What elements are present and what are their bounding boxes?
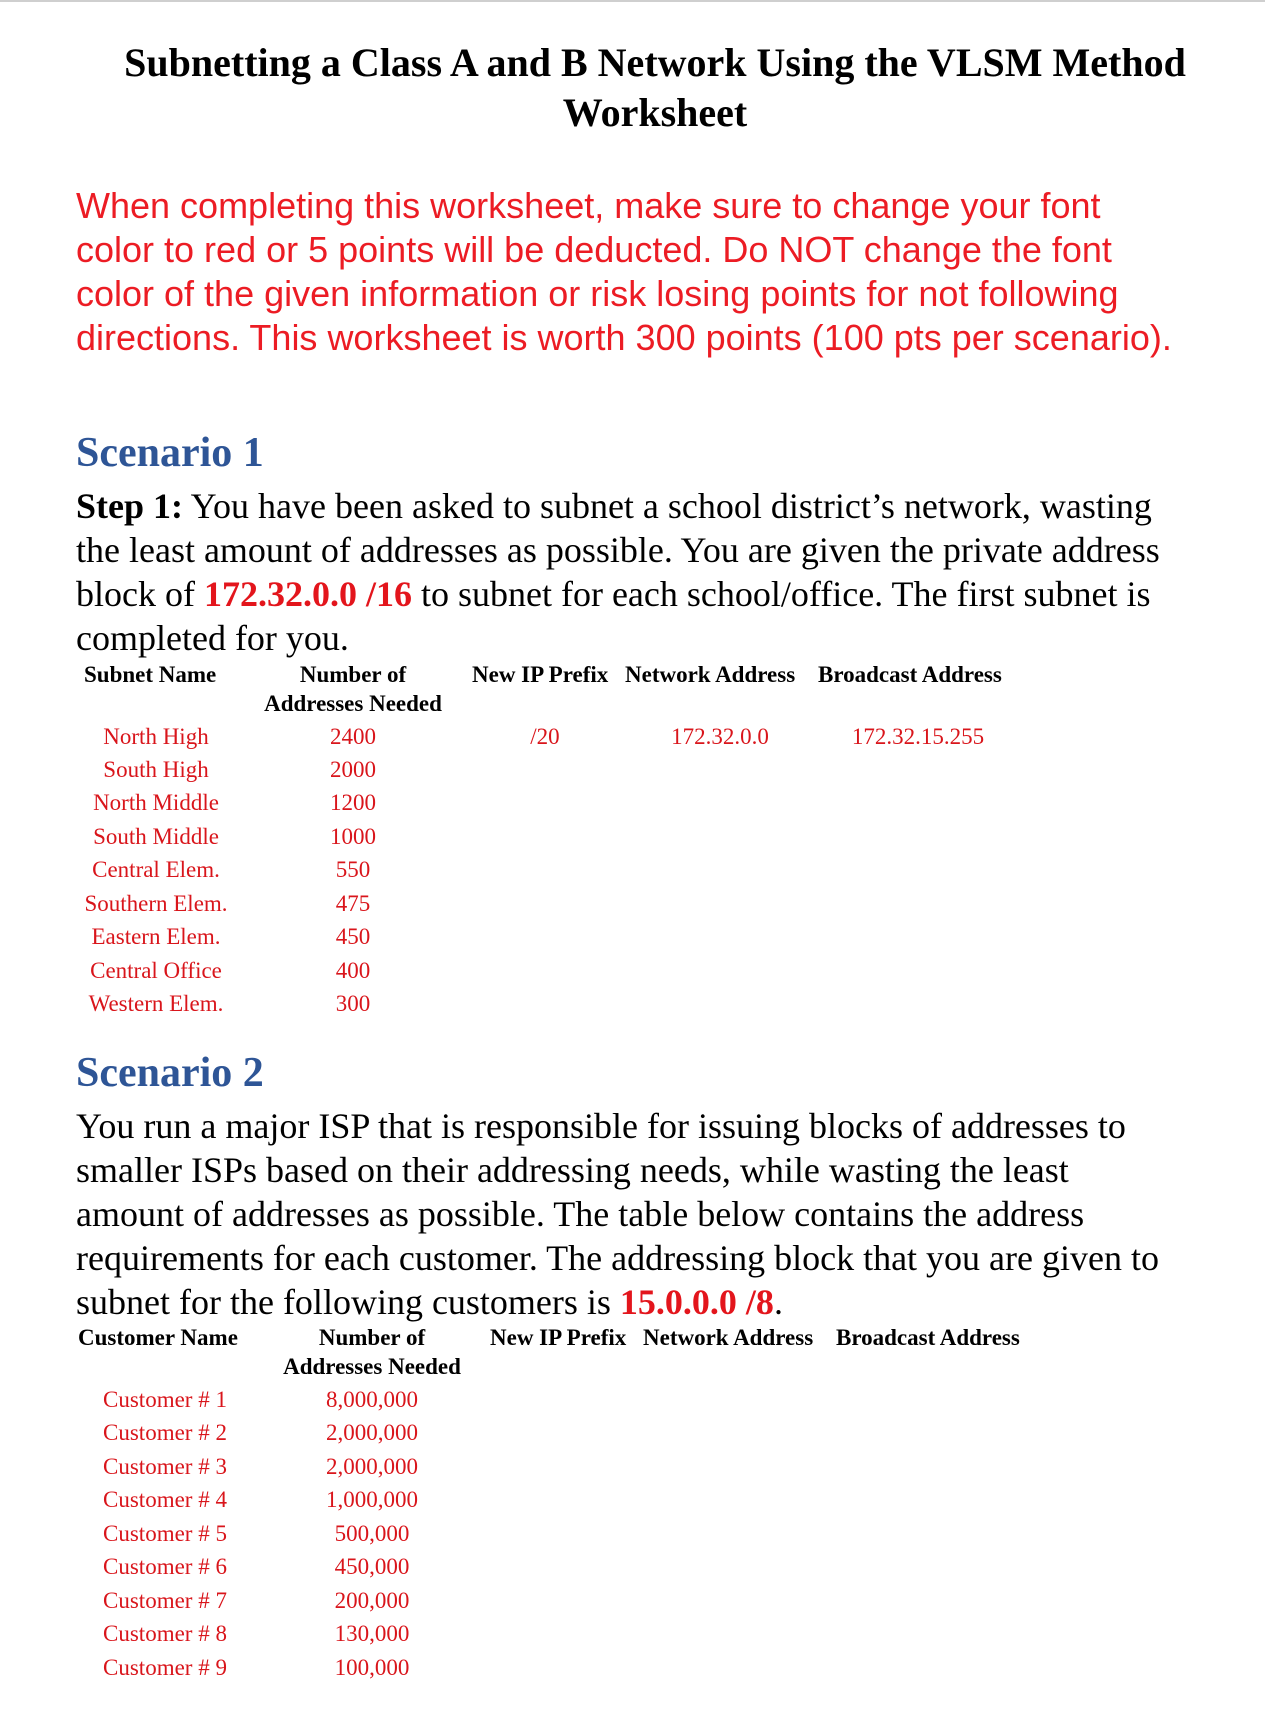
addresses-needed-cell: 200,000 bbox=[334, 1588, 410, 1613]
header-addresses-needed: Addresses Needed bbox=[283, 1354, 461, 1379]
subnet-name-cell: North High bbox=[103, 724, 209, 749]
header-network-address: Network Address bbox=[625, 662, 796, 687]
addresses-needed-cell: 2000 bbox=[330, 757, 376, 782]
customer-name-cell: Customer # 1 bbox=[103, 1387, 227, 1412]
subnet-name-cell: Eastern Elem. bbox=[91, 924, 221, 949]
broadcast-address-cell: 172.32.15.255 bbox=[851, 724, 985, 749]
customer-name-cell: Customer # 5 bbox=[103, 1521, 227, 1546]
subnet-name-cell: Central Elem. bbox=[92, 857, 220, 882]
instructions-paragraph bbox=[76, 184, 1265, 360]
subnet-name-cell: Southern Elem. bbox=[84, 891, 228, 916]
subnet-name-cell: North Middle bbox=[93, 790, 219, 815]
addresses-needed-cell: 1200 bbox=[330, 790, 376, 815]
addresses-needed-cell: 550 bbox=[335, 857, 371, 882]
instructions-line: directions. This worksheet is worth 300 points (100 pts per scenario). bbox=[76, 317, 1172, 358]
worksheet-title-line1: Subnetting a Class A and B Network Using the VLSM Method bbox=[124, 40, 1186, 85]
header-customer-name: Customer Name bbox=[78, 1325, 238, 1350]
scenario-1-description: Step 1: You have been asked to subnet a school district’s network, wasting the least amount of addresses as possible. You are given the private address block of 172.32.0.0 /16 to subnet for each school/office. The first subnet is completed for you. bbox=[76, 486, 1160, 658]
scenario-2-heading: Scenario 2 bbox=[76, 1050, 264, 1096]
subnet-name-cell: Western Elem. bbox=[88, 991, 224, 1016]
addresses-needed-cell: 2,000,000 bbox=[326, 1420, 418, 1445]
addresses-needed-cell: 475 bbox=[335, 891, 371, 916]
header-subnet-name: Subnet Name bbox=[84, 662, 217, 687]
prefix-cell: /20 bbox=[530, 724, 560, 749]
scenario-2-address-block: 15.0.0.0 /8 bbox=[619, 1282, 774, 1322]
instructions-line: color of the given information or risk losing points for not following bbox=[76, 273, 1119, 314]
scenario-2-description: You run a major ISP that is responsible for issuing blocks of addresses to smaller ISPs based on their addressing needs, while wasting the least amount of addresses as possible. The table below contains the address requirements for each customer. The addressing block that you are given to subnet for the following customers is 15.0.0.0 /8. bbox=[76, 1106, 1159, 1322]
customer-name-cell: Customer # 3 bbox=[103, 1454, 227, 1479]
subnet-name-cell: South Middle bbox=[93, 824, 219, 849]
scenario-1-heading: Scenario 1 bbox=[76, 430, 264, 476]
customer-name-cell: Customer # 6 bbox=[103, 1554, 227, 1579]
addresses-needed-cell: 500,000 bbox=[334, 1521, 410, 1546]
top-border bbox=[0, 0, 1265, 2]
addresses-needed-cell: 8,000,000 bbox=[326, 1387, 418, 1412]
header-new-ip-prefix: New IP Prefix bbox=[472, 662, 609, 687]
addresses-needed-cell: 130,000 bbox=[334, 1621, 410, 1646]
addresses-needed-cell: 400 bbox=[335, 958, 371, 983]
header-addresses-needed: Number of bbox=[299, 662, 407, 687]
instructions-line: color to red or 5 points will be deducted. Do NOT change the font bbox=[76, 229, 1112, 270]
header-new-ip-prefix: New IP Prefix bbox=[490, 1325, 627, 1350]
addresses-needed-cell: 2400 bbox=[330, 724, 376, 749]
addresses-needed-cell: 300 bbox=[335, 991, 371, 1016]
network-address-cell: 172.32.0.0 bbox=[671, 724, 769, 749]
addresses-needed-cell: 450 bbox=[335, 924, 371, 949]
header-network-address: Network Address bbox=[643, 1325, 814, 1350]
customer-name-cell: Customer # 2 bbox=[103, 1420, 227, 1445]
scenario-1-address-block: 172.32.0.0 /16 bbox=[203, 574, 412, 614]
customer-name-cell: Customer # 9 bbox=[103, 1655, 227, 1680]
header-addresses-needed: Number of bbox=[318, 1325, 426, 1350]
header-broadcast-address: Broadcast Address bbox=[818, 662, 1002, 687]
addresses-needed-cell: 1,000,000 bbox=[326, 1487, 418, 1512]
subnet-name-cell: South High bbox=[103, 757, 209, 782]
header-broadcast-address: Broadcast Address bbox=[836, 1325, 1020, 1350]
addresses-needed-cell: 1000 bbox=[330, 824, 376, 849]
customer-name-cell: Customer # 7 bbox=[103, 1588, 227, 1613]
worksheet-title-line2: Worksheet bbox=[562, 90, 748, 135]
customer-name-cell: Customer # 8 bbox=[103, 1621, 227, 1646]
addresses-needed-cell: 2,000,000 bbox=[326, 1454, 418, 1479]
step-1-label: Step 1: bbox=[76, 486, 183, 526]
header-addresses-needed: Addresses Needed bbox=[264, 691, 442, 716]
instructions-line: When completing this worksheet, make sure to change your font bbox=[76, 185, 1101, 226]
addresses-needed-cell: 100,000 bbox=[334, 1655, 410, 1680]
customer-name-cell: Customer # 4 bbox=[103, 1487, 227, 1512]
addresses-needed-cell: 450,000 bbox=[334, 1554, 410, 1579]
subnet-name-cell: Central Office bbox=[90, 958, 222, 983]
